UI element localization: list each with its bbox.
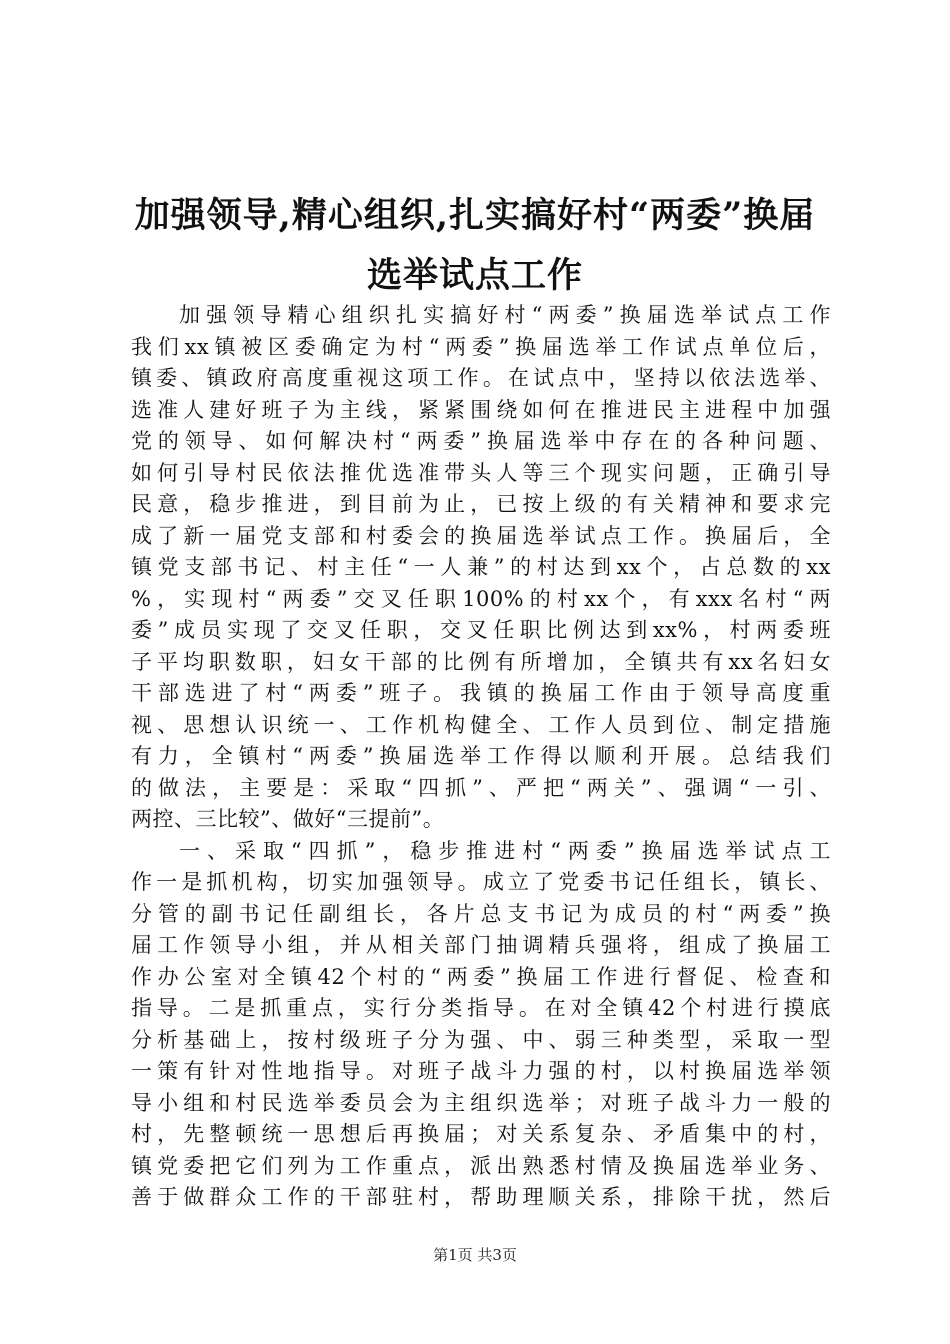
body-line: 一策有针对性地指导。对班子战斗力强的村，以村换届选举领 [131,1059,831,1083]
body-line: 党的领导、如何解决村“两委”换届选举中存在的各种问题、 [131,429,831,453]
body-line: 的做法，主要是：采取“四抓”、严把“两关”、强调“一引、 [131,775,831,800]
body-line: 指导。二是抓重点，实行分类指导。在对全镇42个村进行摸底 [131,996,831,1020]
body-line: 镇委、镇政府高度重视这项工作。在试点中，坚持以依法选举、 [131,366,831,390]
page-footer: 第1页 共3页 [433,1246,517,1264]
body-line: 届工作领导小组，并从相关部门抽调精兵强将，组成了换届工 [131,933,831,957]
body-line: 作办公室对全镇42个村的“两委”换届工作进行督促、检查和 [131,964,831,989]
body-line: 子平均职数职，妇女干部的比例有所增加，全镇共有xx名妇女 [131,649,831,674]
body-line: 善于做群众工作的干部驻村，帮助理顺关系，排除干扰，然后 [131,1185,831,1209]
document-body [131,300,831,1214]
body-line: 选准人建好班子为主线，紧紧围绕如何在推进民主进程中加强 [131,397,831,422]
body-line: 作一是抓机构，切实加强领导。成立了党委书记任组长，镇长、 [131,870,831,894]
body-line: 分管的副书记任副组长，各片总支书记为成员的村“两委”换 [131,901,831,926]
body-line: %，实现村“两委”交叉任职100%的村xx个，有xxx名村“两 [131,586,831,611]
body-line: 镇党支部书记、村主任“一人兼”的村达到xx个，占总数的xx [131,555,831,579]
document-title-line-2: 选举试点工作 [366,255,583,296]
body-line: 有力，全镇村“两委”换届选举工作得以顺利开展。总结我们 [131,744,831,768]
body-line: 导小组和村民选举委员会为主组织选举；对班子战斗力一般的 [131,1090,831,1115]
body-line: 分析基础上，按村级班子分为强、中、弱三种类型，采取一型 [131,1027,831,1052]
body-line: 干部选进了村“两委”班子。我镇的换届工作由于领导高度重 [131,681,831,705]
body-line: 成了新一届党支部和村委会的换届选举试点工作。换届后，全 [131,523,831,548]
body-line: 如何引导村民依法推优选准带头人等三个现实问题，正确引导 [131,460,831,485]
document-title-line-1: 加强领导,精心组织,扎实搞好村“两委”换届 [134,195,816,236]
body-line: 一、采取“四抓”，稳步推进村“两委”换届选举试点工 [179,838,831,863]
body-line: 我们xx镇被区委确定为村“两委”换届选举工作试点单位后， [131,334,831,359]
body-line: 民意，稳步推进，到目前为止，已按上级的有关精神和要求完 [131,492,831,516]
body-line: 镇党委把它们列为工作重点，派出熟悉村情及换届选举业务、 [131,1153,831,1178]
body-line: 两控、三比较”、做好“三提前”。 [131,807,445,831]
body-line: 村，先整顿统一思想后再换届；对关系复杂、矛盾集中的村， [131,1122,831,1146]
body-line: 加强领导精心组织扎实搞好村“两委”换届选举试点工作 [179,303,831,327]
body-line: 委”成员实现了交叉任职，交叉任职比例达到xx%，村两委班 [131,618,831,642]
body-line: 视、思想认识统一、工作机构健全、工作人员到位、制定措施 [131,712,831,737]
